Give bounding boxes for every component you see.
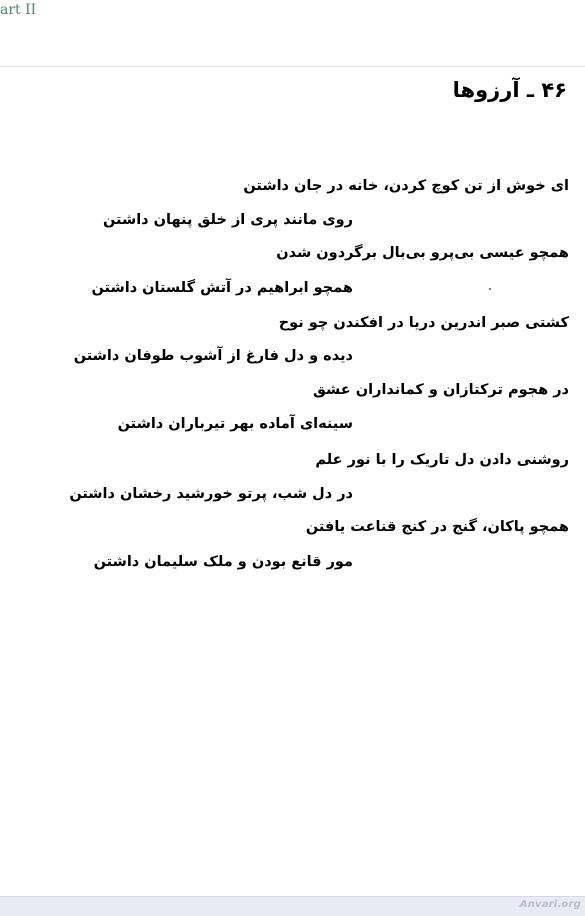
verse-line: همچو پاکان، گنج در کنج قناعت یافتن xyxy=(305,519,569,535)
verse-line: سینه‌ای آماده بهر تیرباران داشتن xyxy=(117,416,353,432)
footer-band xyxy=(0,896,585,916)
part-label: art II xyxy=(0,2,37,18)
watermark: Anvari.org xyxy=(519,899,581,910)
verse-line: روشنی دادن دل تاریک را با نور علم xyxy=(315,452,569,468)
verse-line: در هجوم ترکتازان و کمانداران عشق xyxy=(312,382,569,398)
scan-speck xyxy=(489,288,491,290)
verse-line: کشتی صبر اندرین دریا در افکندن چو نوح xyxy=(278,315,569,331)
verse-line: در دل شب، پرتو خورشید رخشان داشتن xyxy=(69,486,353,502)
verse-line: دیده و دل فارغ از آشوب طوفان داشتن xyxy=(73,348,353,364)
verse-line: همچو عیسی بی‌پرو بی‌بال برگردون شدن xyxy=(276,245,569,261)
verse-line: روی مانند پری از خلق پنهان داشتن xyxy=(102,212,353,228)
verse-line: ای خوش از تن کوچ کردن، خانه در جان داشتن xyxy=(243,178,569,194)
poem-title: ۴۶ ـ آرزوها xyxy=(452,78,567,102)
verse-line: همچو ابراهیم در آتش گلستان داشتن xyxy=(91,280,353,296)
verse-line: مور قانع بودن و ملک سلیمان داشتن xyxy=(93,554,353,570)
